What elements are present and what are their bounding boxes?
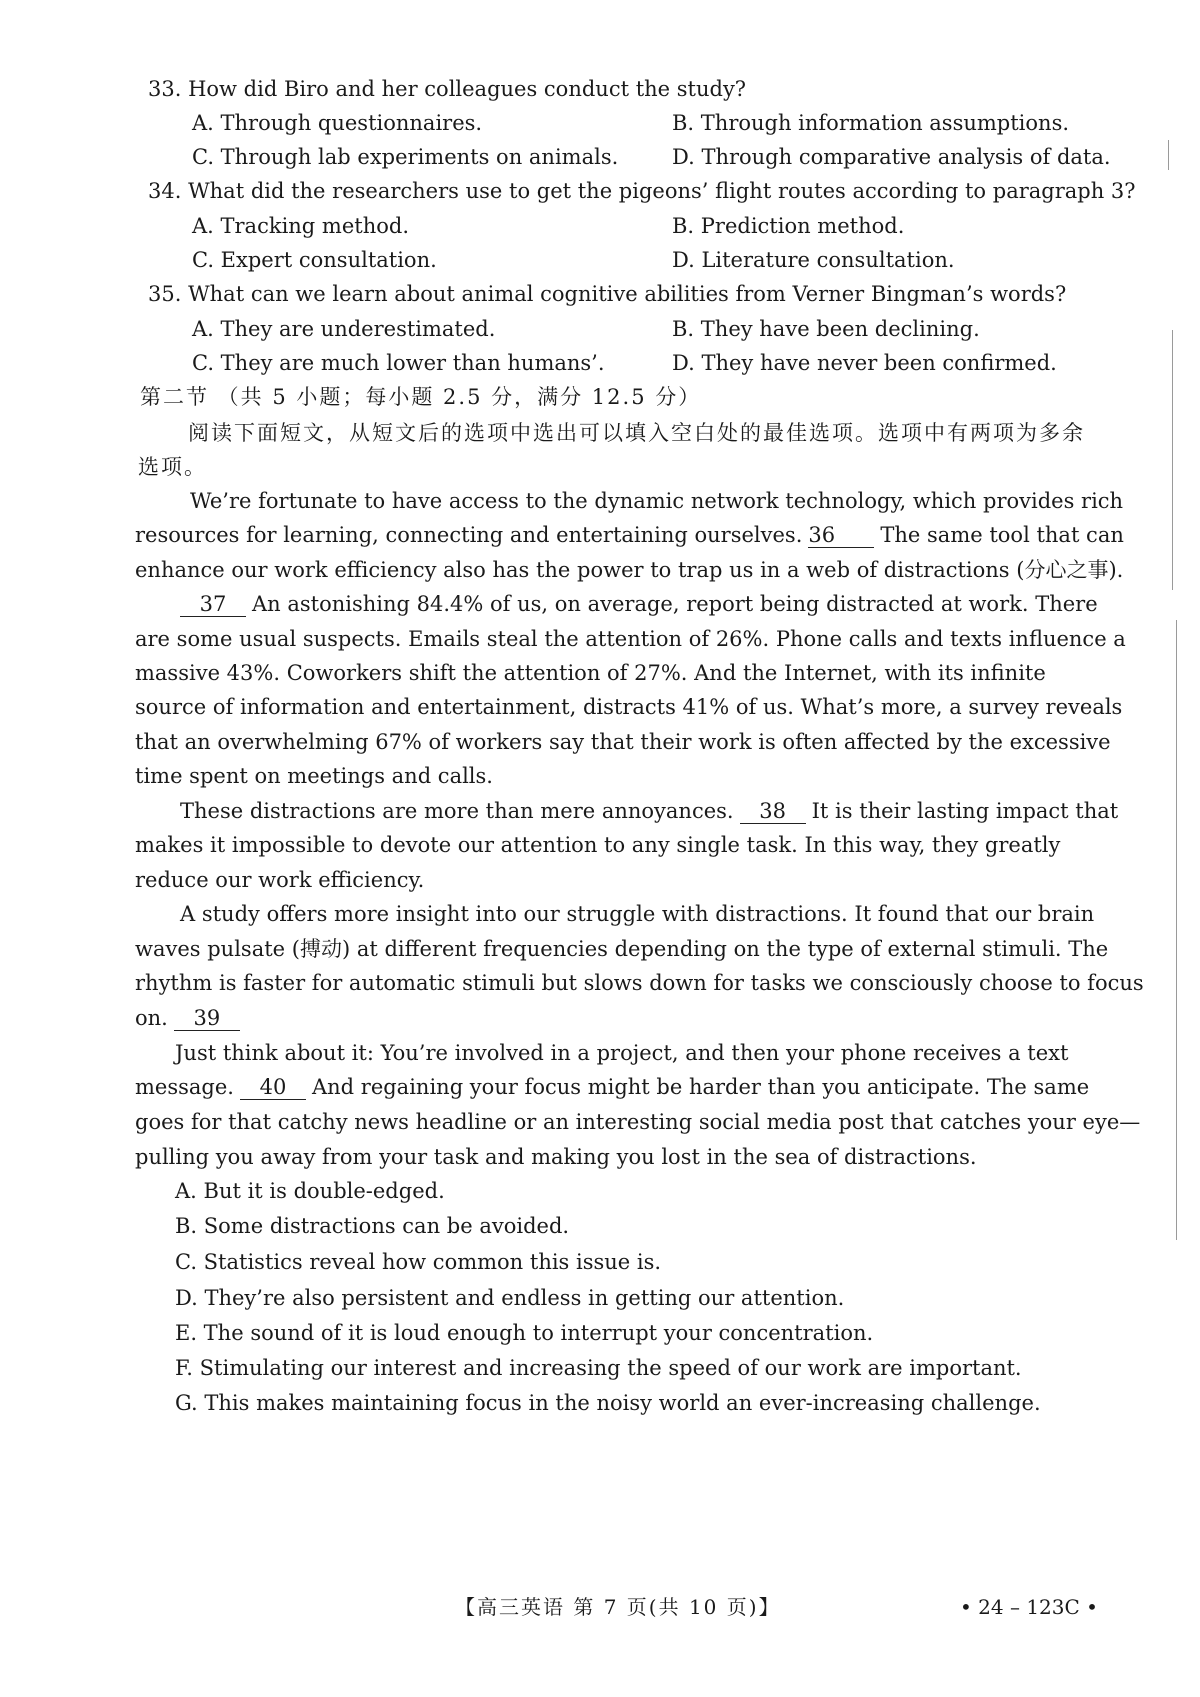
passage-line: Just think about it: You’re involved in a project, and then your phone receives a text bbox=[175, 1041, 1069, 1065]
passage-line: rhythm is faster for automatic stimuli but slows down for tasks we consciously choose to focus bbox=[135, 971, 1144, 995]
blank-38[interactable]: 38 bbox=[740, 799, 806, 824]
section-instruction-cont: 选项。 bbox=[138, 455, 207, 479]
scan-edge-mark bbox=[1172, 330, 1173, 590]
q34-option-d: D. Literature consultation. bbox=[672, 248, 955, 272]
passage-line: massive 43%. Coworkers shift the attention of 27%. And the Internet, with its infinite bbox=[135, 661, 1046, 685]
choice-e: E. The sound of it is loud enough to interrupt your concentration. bbox=[175, 1321, 874, 1345]
q33-option-b: B. Through information assumptions. bbox=[672, 111, 1070, 135]
passage-line: source of information and entertainment, distracts 41% of us. What’s more, a survey reveals bbox=[135, 695, 1123, 719]
q34-option-c: C. Expert consultation. bbox=[192, 248, 437, 272]
passage-line: A study offers more insight into our struggle with distractions. It found that our brain bbox=[180, 902, 1095, 926]
choice-g: G. This makes maintaining focus in the noisy world an ever-increasing challenge. bbox=[175, 1391, 1041, 1415]
scan-edge-mark bbox=[1176, 620, 1177, 1240]
passage-line: makes it impossible to devote our attention to any single task. In this way, they greatly bbox=[135, 833, 1061, 857]
q35-option-b: B. They have been declining. bbox=[672, 317, 980, 341]
passage-line: enhance our work efficiency also has the power to trap us in a web of distractions (分心之事). bbox=[135, 558, 1124, 582]
scan-edge-mark bbox=[1168, 140, 1169, 170]
choice-b: B. Some distractions can be avoided. bbox=[175, 1214, 570, 1238]
passage-line: pulling you away from your task and making you lost in the sea of distractions. bbox=[135, 1145, 977, 1169]
passage-line: message. 40 And regaining your focus might be harder than you anticipate. The same bbox=[135, 1075, 1090, 1099]
blank-39[interactable]: 39 bbox=[174, 1006, 240, 1031]
passage-line: time spent on meetings and calls. bbox=[135, 764, 493, 788]
question-33-stem: 33. How did Biro and her colleagues conduct the study? bbox=[148, 77, 747, 101]
choice-d: D. They’re also persistent and endless in getting our attention. bbox=[175, 1286, 845, 1310]
q35-option-c: C. They are much lower than humans’. bbox=[192, 351, 605, 375]
passage-line: goes for that catchy news headline or an interesting social media post that catches your eye— bbox=[135, 1110, 1141, 1134]
choice-c: C. Statistics reveal how common this issue is. bbox=[175, 1250, 662, 1274]
question-35-stem: 35. What can we learn about animal cognitive abilities from Verner Bingman’s words? bbox=[148, 282, 1067, 306]
q33-option-d: D. Through comparative analysis of data. bbox=[672, 145, 1111, 169]
passage-line: waves pulsate (搏动) at different frequencies depending on the type of external stimuli. The bbox=[135, 937, 1109, 961]
page-code: • 24 – 123C • bbox=[960, 1595, 1098, 1619]
page-footer: 【高三英语 第 7 页(共 10 页)】 bbox=[455, 1595, 781, 1619]
passage-line: reduce our work efficiency. bbox=[135, 868, 425, 892]
blank-40[interactable]: 40 bbox=[240, 1075, 306, 1100]
blank-36[interactable]: 36 bbox=[808, 523, 874, 548]
blank-37[interactable]: 37 bbox=[180, 592, 246, 617]
passage-line: are some usual suspects. Emails steal the attention of 26%. Phone calls and texts influence a bbox=[135, 627, 1126, 651]
q35-option-d: D. They have never been confirmed. bbox=[672, 351, 1057, 375]
q33-option-c: C. Through lab experiments on animals. bbox=[192, 145, 619, 169]
passage-line: We’re fortunate to have access to the dynamic network technology, which provides rich bbox=[190, 489, 1124, 513]
passage-line: on. 39 bbox=[135, 1003, 246, 1033]
section-heading: 第二节 （共 5 小题；每小题 2.5 分，满分 12.5 分） bbox=[140, 385, 702, 409]
q34-option-b: B. Prediction method. bbox=[672, 214, 905, 238]
choice-f: F. Stimulating our interest and increasing the speed of our work are important. bbox=[175, 1356, 1022, 1380]
q35-option-a: A. They are underestimated. bbox=[192, 317, 496, 341]
passage-line: These distractions are more than mere annoyances. 38 It is their lasting impact that bbox=[180, 799, 1119, 823]
section-instruction: 阅读下面短文，从短文后的选项中选出可以填入空白处的最佳选项。选项中有两项为多余 bbox=[188, 421, 1085, 445]
passage-line: that an overwhelming 67% of workers say that their work is often affected by the excessive bbox=[135, 730, 1111, 754]
choice-a: A. But it is double-edged. bbox=[175, 1179, 445, 1203]
question-34-stem: 34. What did the researchers use to get the pigeons’ flight routes according to paragraph 3? bbox=[148, 179, 1136, 203]
passage-line: 37 An astonishing 84.4% of us, on average, report being distracted at work. There bbox=[180, 589, 1098, 619]
passage-line: resources for learning, connecting and entertaining ourselves. 36 The same tool that can bbox=[135, 523, 1124, 547]
q34-option-a: A. Tracking method. bbox=[192, 214, 409, 238]
q33-option-a: A. Through questionnaires. bbox=[192, 111, 483, 135]
